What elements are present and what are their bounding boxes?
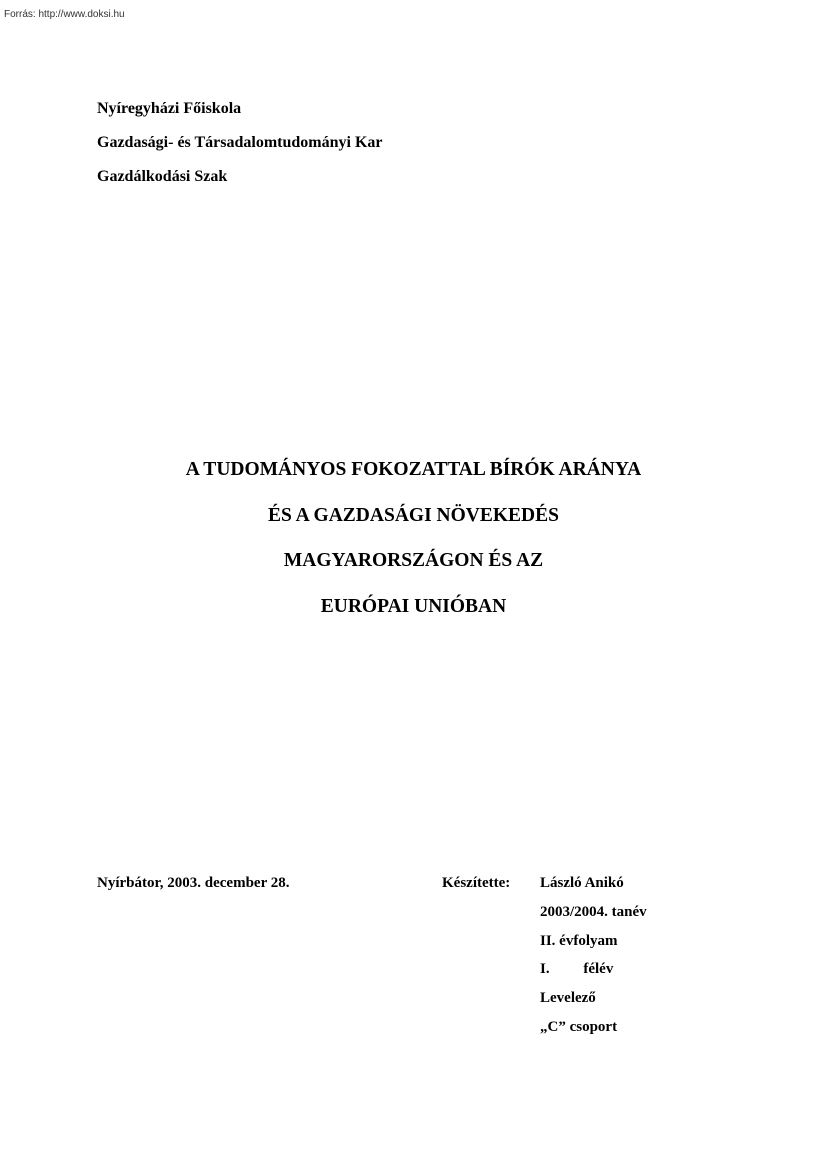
semester: I. félév — [540, 961, 614, 978]
title-line-4: EURÓPAI UNIÓBAN — [320, 595, 507, 617]
place-and-date: Nyírbátor, 2003. december 28. — [97, 875, 290, 891]
academic-year: 2003/2004. tanév — [540, 903, 647, 920]
title-line-1: A TUDOMÁNYOS FOKOZATTAL BÍRÓK ARÁNYA — [185, 459, 642, 480]
author-name: László Anikó — [540, 875, 624, 891]
title-line-2: ÉS A GAZDASÁGI NÖVEKEDÉS — [268, 504, 559, 526]
institution-block — [97, 99, 383, 201]
study-mode: Levelező — [540, 990, 596, 1007]
document-title — [0, 457, 827, 639]
author-info-block — [540, 873, 647, 1046]
school-name: Nyíregyházi Főiskola — [97, 100, 242, 117]
student-group: „C” csoport — [540, 1018, 618, 1035]
source-note: Forrás: http://www.doksi.hu — [4, 9, 125, 20]
title-line-3: MAGYARORSZÁGON ÉS AZ — [283, 550, 544, 571]
author-label: Készítette: — [442, 875, 511, 891]
program-name: Gazdálkodási Szak — [97, 168, 228, 185]
year-of-study: II. évfolyam — [540, 932, 618, 949]
faculty-name: Gazdasági- és Társadalomtudományi Kar — [97, 134, 383, 151]
